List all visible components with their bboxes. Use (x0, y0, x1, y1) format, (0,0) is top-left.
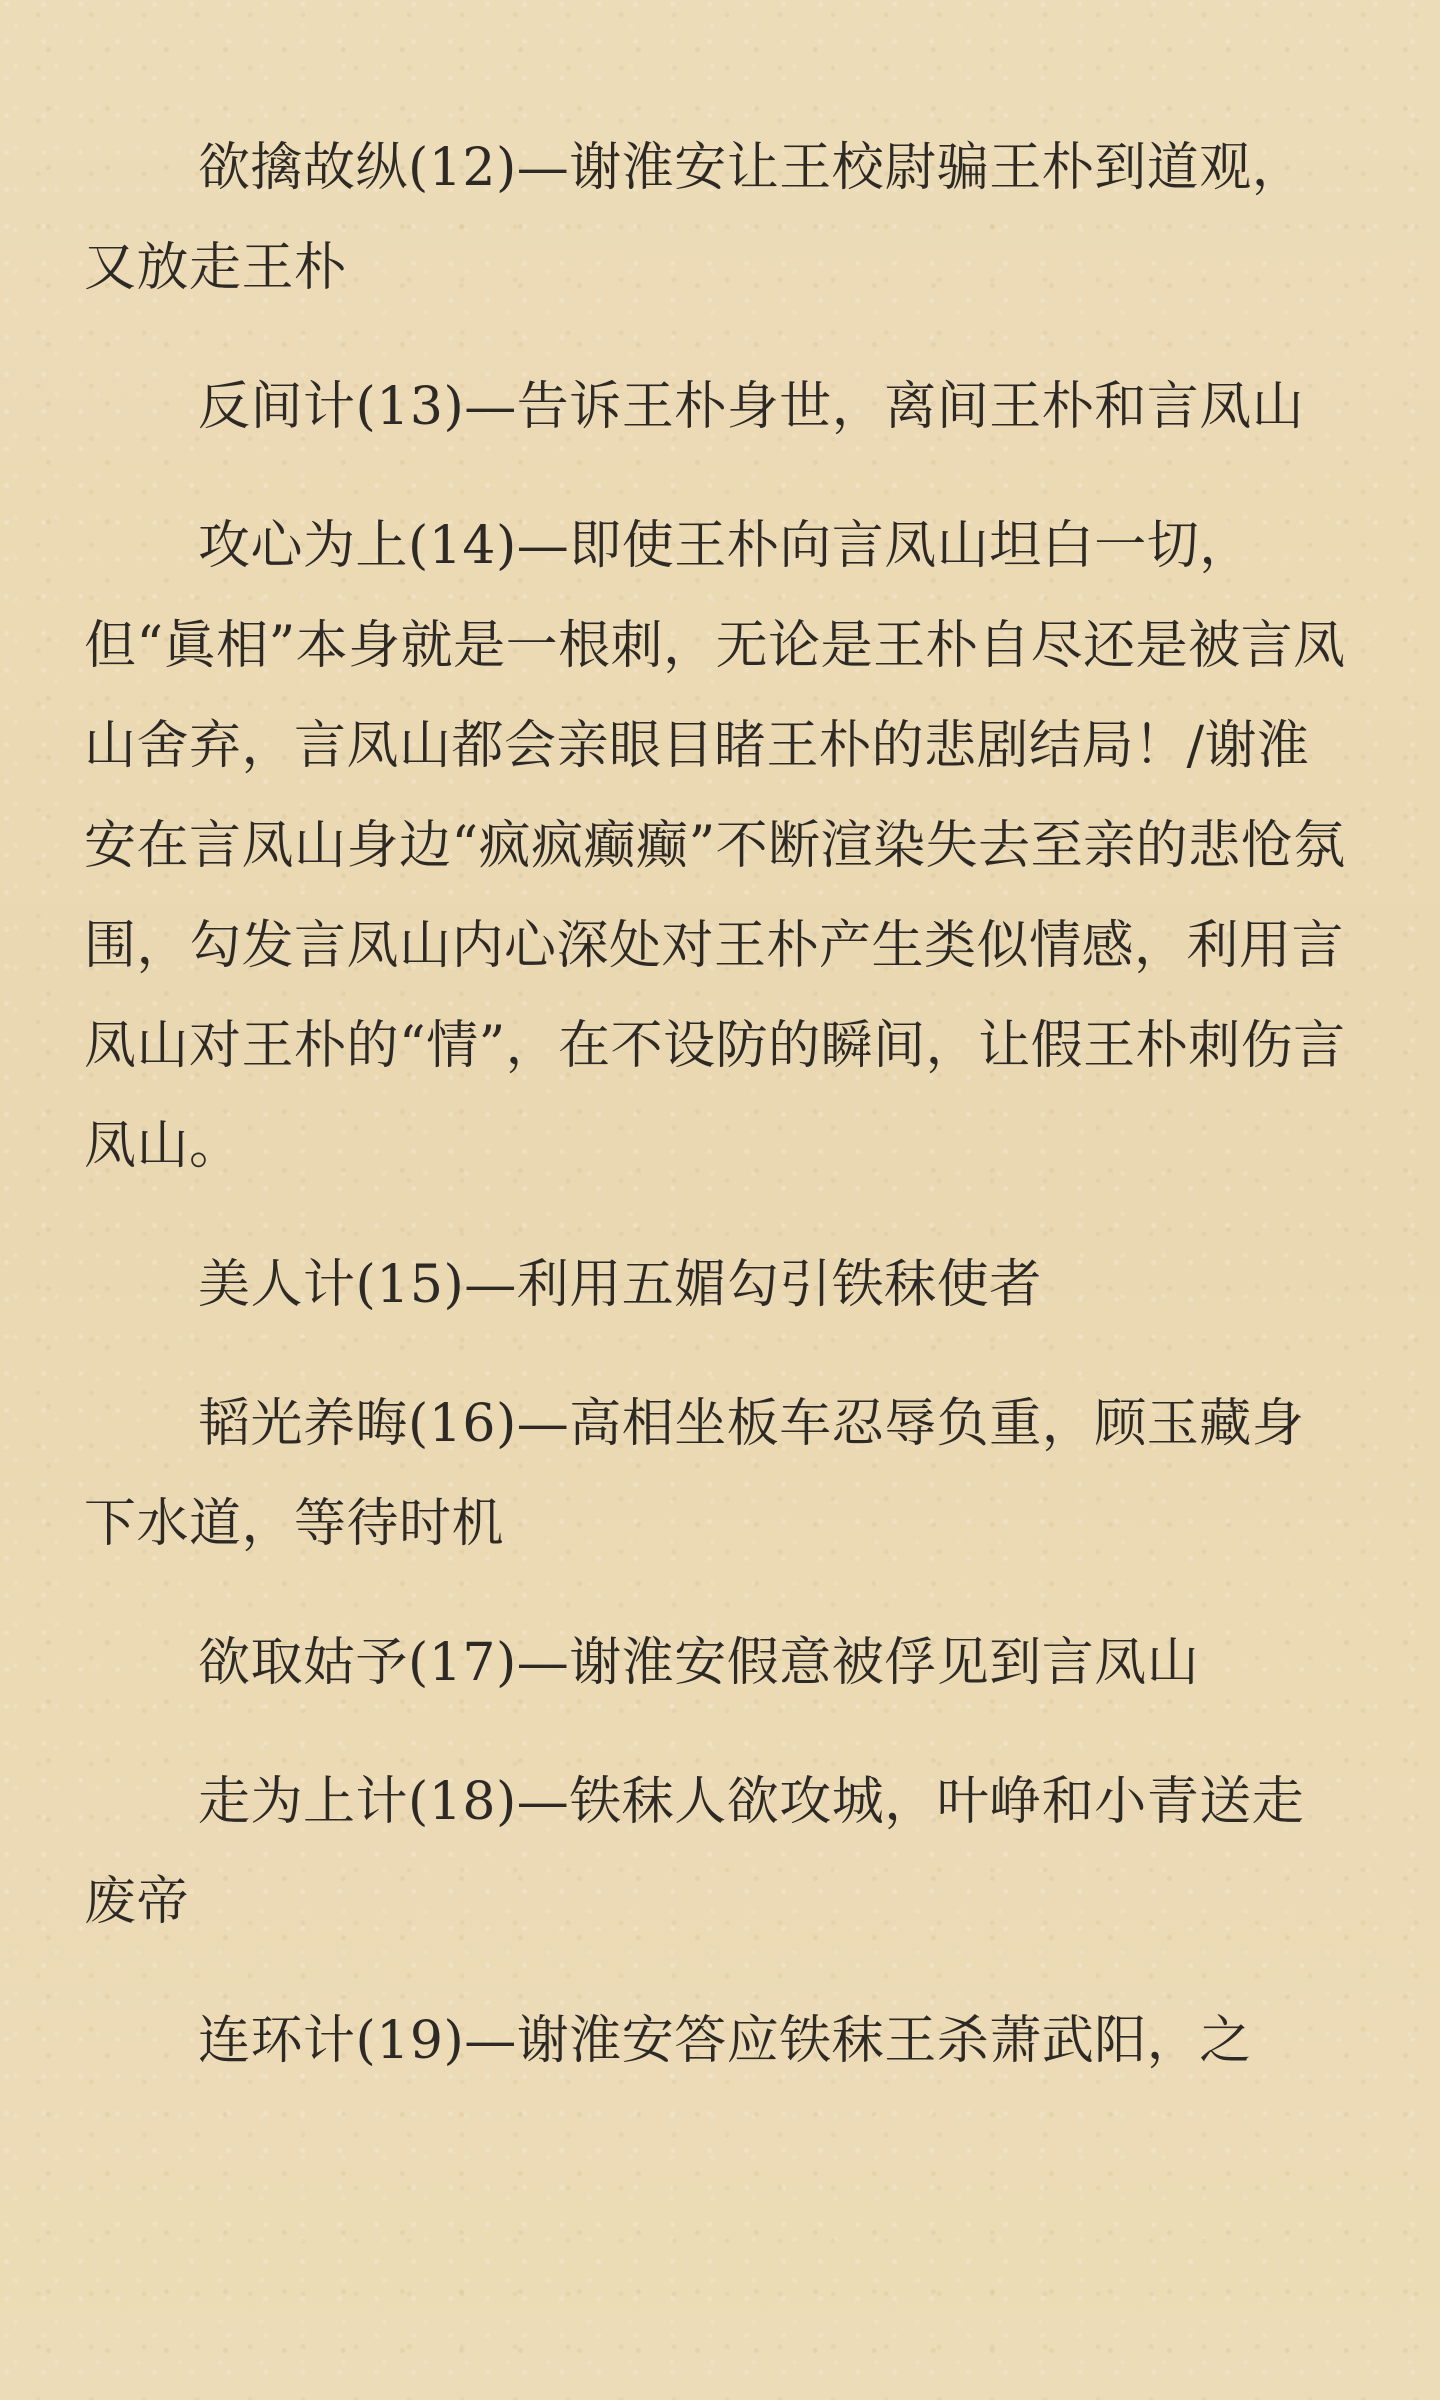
paragraph-19: 连环计(19)—谢淮安答应铁秣王杀萧武阳，之 (198, 2011, 1252, 2071)
paragraph-16: 韬光养晦(16)—高相坐板车忍辱负重，顾玉藏身下水道，等待时机 (84, 1394, 1305, 1554)
paragraph-13: 反间计(13)—告诉王朴身世，离间王朴和言凤山 (198, 377, 1305, 437)
paragraph-17: 欲取姑予(17)—谢淮安假意被俘见到言凤山 (198, 1633, 1200, 1693)
paragraph-12: 欲擒故纵(12)—谢淮安让王校尉骗王朴到道观，又放走王朴 (84, 138, 1305, 298)
paragraph-14: 攻心为上(14)—即使王朴向言凤山坦白一切，但“眞相”本身就是一根刺，无论是王朴自尽还是被言凤山舍弃，言凤山都会亲眼目睹王朴的悲剧结局！/谢淮安在言凤山身边“疯疯癫癫”不断渲染失去至亲的悲怆氛围，勾发言凤山内心深处对王朴产生类似情感，利用言凤山对王朴的“情”，在不设防的瞬间，让假王朴刺伤言凤山。 (84, 516, 1346, 1176)
paragraph-18: 走为上计(18)—铁秣人欲攻城，叶峥和小青送走废帝 (84, 1772, 1305, 1932)
paragraph-15: 美人计(15)—利用五媚勾引铁秣使者 (198, 1255, 1042, 1315)
